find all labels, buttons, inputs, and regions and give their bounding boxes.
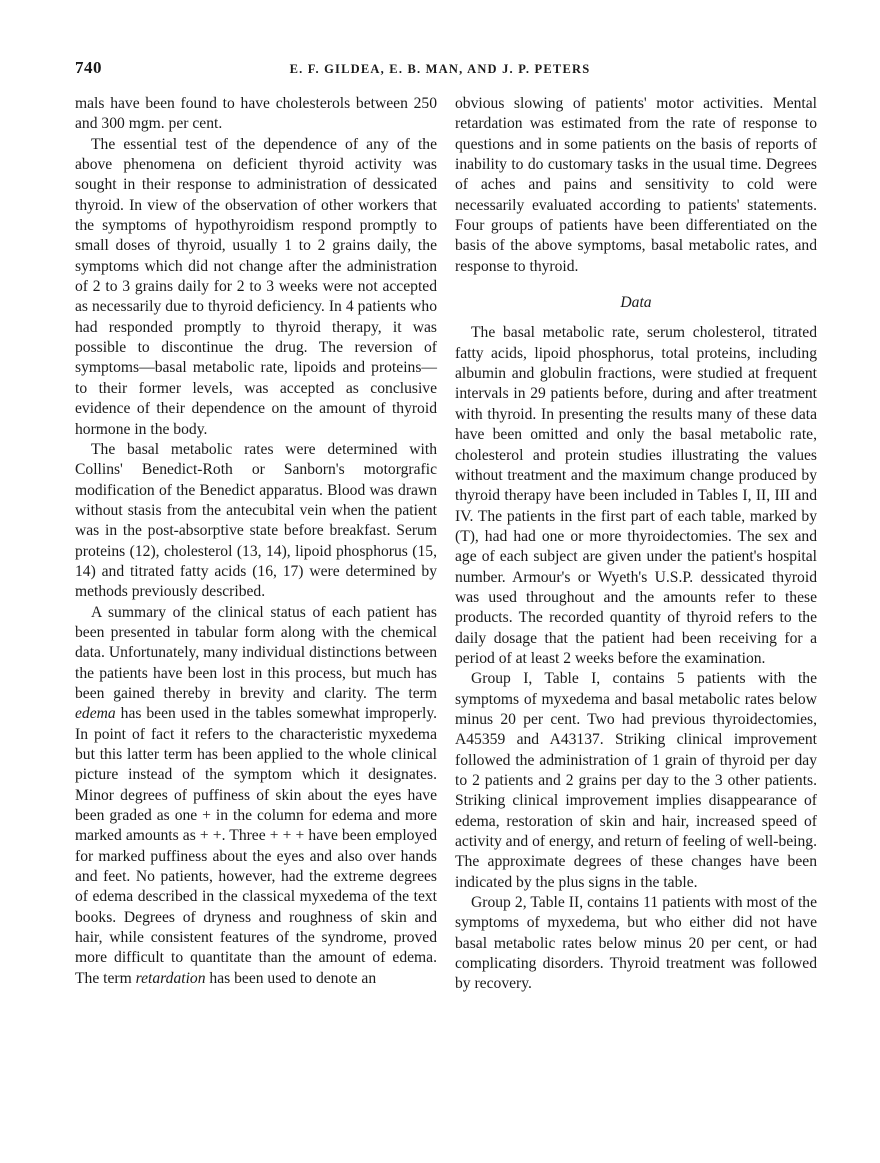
left-column — [75, 94, 437, 989]
section-heading: Data — [620, 294, 652, 312]
paragraph: The basal metabolic rates were determined with Collins' Benedict-Roth or Sanborn's motorgrafic modification of the Benedict apparatus. Blood was drawn without stasis from the antecubital vein when the patient was in the post-absorptive state before breakfast. Serum proteins (12), cholesterol (13, 14), lipoid phosphorus (15, 14) and titrated fatty acids (16, 17) were determined by methods previously described. — [75, 440, 437, 601]
right-column — [455, 94, 817, 995]
text-run: has been used in the tables somewhat improperly. In point of fact it refers to the characteristic myxedema but this latter term has been applied to the whole clinical picture instead of the symptom which it designates. Minor degrees of puffiness of skin about the eyes have been graded as one + in the column for edema and more marked amounts as + +. Three + + + have been employed for marked puffiness about the eyes and also over hands and feet. No patients, however, had the extreme degrees of edema described in the classical myxedema of the text books. Degrees of dryness and roughness of skin and hair, while consistent features of the syndrome, proved more difficult to quantitate than the amount of edema. The term — [75, 705, 437, 987]
page-number: 740 — [75, 58, 102, 77]
text-run: has been used to denote an — [205, 969, 377, 987]
paragraph: The basal metabolic rate, serum cholesterol, titrated fatty acids, lipoid phosphorus, total proteins, including albumin and globulin fractions, were studied at frequent intervals in 29 patients before, during and after treatment with thyroid. In presenting the results many of these data have been omitted and only the basal metabolic rate, cholesterol and protein studies illustrating the values without treatment and the maximum change produced by thyroid therapy have been included in Tables I, II, III and IV. The patients in the first part of each table, marked by (T), had had one or more thyroidectomies. The sex and age of each subject are given under the patient's hospital number. Armour's or Wyeth's U.S.P. dessicated thyroid was used throughout and the amounts refer to these products. The recorded quantity of thyroid refers to the daily dosage that the patient had been receiving for a period of at least 2 weeks before the examination. — [455, 324, 817, 667]
running-head: E. F. GILDEA, E. B. MAN, AND J. P. PETERS — [289, 62, 591, 76]
paragraph: Group I, Table I, contains 5 patients with the symptoms of myxedema and basal metabolic rates below minus 20 per cent. Two had previous thyroidectomies, A45359 and A43137. Striking clinical improvement followed the administration of 1 grain of thyroid per day to 2 patients and 2 grains per day to the 3 other patients. Striking clinical improvement implies disappearance of edema, restoration of skin and hair, increased speed of activity and of energy, and return of feeling of well-being. The approximate degrees of these changes have been indicated by the plus signs in the table. — [455, 670, 817, 891]
text-run: A summary of the clinical status of each patient has been presented in tabular form along with the chemical data. Unfortunately, many individual distinctions between the patients have been lost in this process, but much has been gained thereby in brevity and clarity. The term — [75, 603, 437, 702]
paragraph: The essential test of the dependence of any of the above phenomena on deficient thyroid activity was sought in their response to administration of dessicated thyroid. In view of the observation of other workers that the symptoms of hypothyroidism respond promptly to small doses of thyroid, usually 1 to 2 grains daily, the symptoms which did not change after the administration of 2 to 3 grains daily for 2 to 3 weeks were not accepted as necessarily due to thyroid deficiency. In 4 patients who had responded promptly to thyroid therapy, it was possible to discontinue the drug. The reversion of symptoms—basal metabolic rate, lipoids and proteins—to their former levels, was accepted as conclusive evidence of their dependence on the amount of thyroid hormone in the body. — [75, 135, 437, 438]
paragraph: Group 2, Table II, contains 11 patients with most of the symptoms of myxedema, but who either did not have basal metabolic rates below minus 20 per cent, or had complicating disorders. Thyroid treatment was followed by recovery. — [455, 894, 817, 993]
paragraph: mals have been found to have cholesterols between 250 and 300 mgm. per cent. — [75, 95, 437, 133]
paragraph — [75, 603, 437, 990]
paragraph: obvious slowing of patients' motor activities. Mental retardation was estimated from the rate of response to questions and in some patients on the basis of reports of inability to do customary tasks in the usual time. Degrees of aches and pains and sensitivity to cold were necessarily evaluated according to patients' statements. Four groups of patients have been differentiated on the basis of the above symptoms, basal metabolic rates, and response to thyroid. — [455, 95, 817, 275]
emphasis-term: retardation — [135, 969, 206, 987]
emphasis-term: edema — [75, 705, 116, 723]
